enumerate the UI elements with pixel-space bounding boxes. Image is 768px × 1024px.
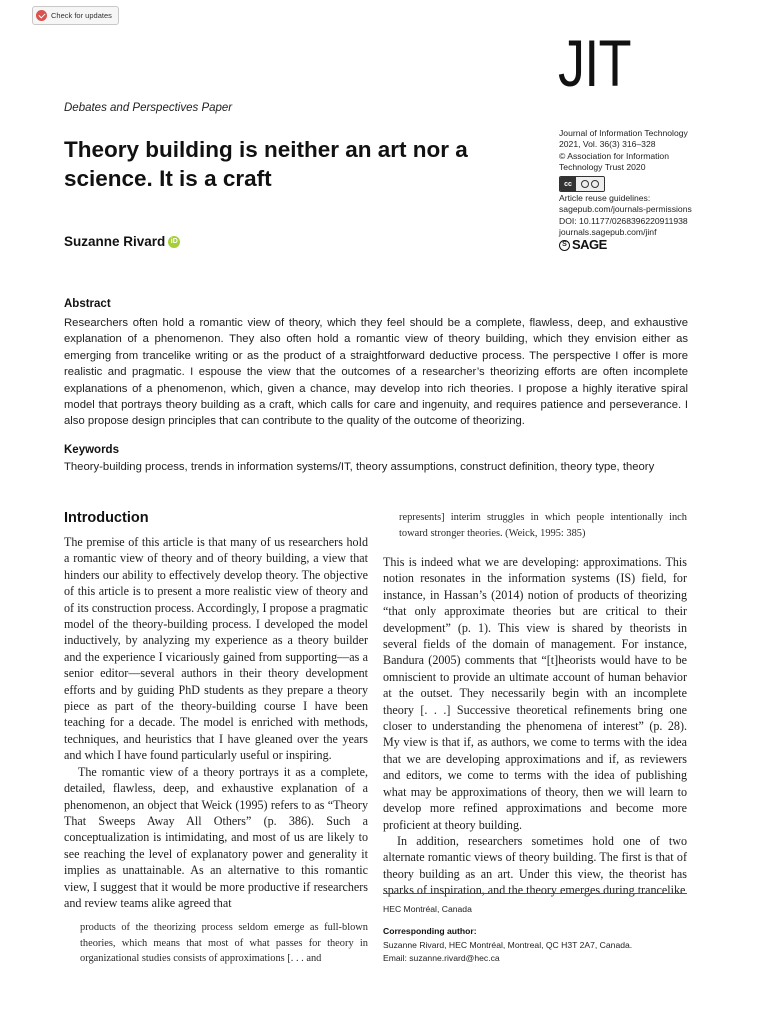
abstract-heading: Abstract: [64, 298, 111, 310]
intro-paragraph-4: In addition, researchers sometimes hold one of two alternate romantic views of theory building. The first is that of theory building as an art. Under this view, the theorist has sparks of inspiration, and the theory emerges during trancelike: [383, 833, 687, 898]
author-line: [64, 234, 180, 249]
copyright-line-2: Technology Trust 2020: [559, 161, 646, 172]
sage-icon: S: [559, 240, 570, 251]
corresponding-author-email[interactable]: Email: suzanne.rivard@hec.ca: [383, 953, 500, 963]
author-name: Suzanne Rivard: [64, 234, 166, 249]
section-heading-introduction: Introduction: [64, 510, 149, 526]
block-quote-part-2: represents] interim struggles in which people intentionally inch toward stronger theories. (Weick, 1995: 385): [399, 512, 687, 539]
publisher-logo: [559, 237, 759, 253]
abstract-text: Researchers often hold a romantic view of theory, which they feel should be a complete, flawless, deep, and exhaustive explanation of a phenomenon. They also often hold a romantic view of theory building, which they envision either as emerging from trancelike writing or as the product of a straightforward deductive process. The perspective I offer is more realistic and pragmatic. I espouse the view that the outcomes of a researcher’s theorizing efforts are often incomplete explanations of a phenomenon, which, given a chance, may develop into rich theories. I propose a highly iterative spiral model that portrays theory building as a craft, which calls for care and ingenuity, and requires patience and perseverance. I also propose design principles that can contribute to the quality of the outcome of theorizing.: [64, 317, 688, 428]
footnote-divider: [383, 893, 687, 894]
check-updates-icon: [36, 10, 47, 21]
reuse-link[interactable]: sagepub.com/journals-permissions: [559, 204, 692, 215]
paper-type: Debates and Perspectives Paper: [64, 102, 233, 114]
journal-home-link[interactable]: journals.sagepub.com/jinf: [559, 227, 657, 238]
corresponding-author-address: Suzanne Rivard, HEC Montréal, Montreal, QC H3T 2A7, Canada.: [383, 940, 633, 950]
journal-meta: [559, 128, 759, 251]
doi-link[interactable]: DOI: 10.1177/0268396220911938: [559, 215, 688, 226]
author-affiliation: HEC Montréal, Canada: [383, 904, 472, 914]
corresponding-author-heading: Corresponding author:: [383, 926, 477, 936]
reuse-label: Article reuse guidelines:: [559, 193, 651, 204]
creative-commons-badge: [559, 176, 605, 192]
left-column: [64, 534, 368, 911]
journal-citation: 2021, Vol. 36(3) 316–328: [559, 139, 656, 150]
intro-paragraph-2: The romantic view of a theory portrays it as a complete, detailed, flawless, deep, and exhaustive explanation of a phenomenon, an object that Weick (1995) refers to as “Theory That Sweeps Away All Others” (p. 386). Such a conceptualization is intimidating, and most of us are likely to see reaching the level of explanatory power and generality it implies as unattainable. As an alternative to this romantic view, I suggest that it would be more productive if researchers and review teams alike agreed that: [64, 764, 368, 910]
journal-logo: JIT: [558, 26, 631, 100]
intro-paragraph-1: The premise of this article is that many of us researchers hold a romantic view of theory and of theory building, a view that hinders our ability to effectively develop theory. The objective of this article is to present a more realistic view of theory and of its construction process. Accordingly, I propose a pragmatic model of the theory-building process. I developed the model inductively, by analyzing my experience as a theory builder and the experience I vicariously gained from supporting—as a senior editor—several authors in their theory development efforts and by guiding PhD students as they prepare a theory piece as part of the theory-building course I have been teaching for a decade. The model is enriched with methods, techniques, and heuristics that I have gleaned over the years and which I have found particularly useful or inspiring.: [64, 535, 368, 763]
journal-name: Journal of Information Technology: [559, 128, 688, 138]
cc-terms-icon: [576, 177, 604, 191]
check-for-updates-button[interactable]: [32, 6, 119, 25]
check-updates-label: Check for updates: [51, 11, 112, 20]
keywords-text: Theory-building process, trends in information systems/IT, theory assumptions, construct definition, theory type, theory: [64, 461, 655, 473]
right-column: [383, 554, 687, 899]
intro-paragraph-3: This is indeed what we are developing: approximations. This notion resonates in the information systems (IS) field, for instance, in Hassan’s (2014) notion of products of theorizing “that only approximate theories but are critical to their development” (p. 1). This view is shared by theorists in several fields of the domain of management. For instance, Bandura (2005) comments that “[t]heorists would have to be omniscient to provide an ultimate account of human behavior at the outset. They necessarily begin with an incomplete theory [. . .] Successive theoretical refinements bring one closer to understanding the phenomena of interest” (p. 28). My view is that if, as authors, we come to terms with the idea that we are developing approximations and if, as reviewers and editors, we come to terms with the idea of publishing what may be approximations of theory, then we will learn to develop more refined approximations and become more proficient at theory building.: [383, 555, 687, 832]
orcid-icon[interactable]: iD: [168, 236, 180, 248]
cc-icon: cc: [560, 177, 576, 191]
paper-title: Theory building is neither an art nor a science. It is a craft: [64, 137, 468, 192]
keywords-heading: Keywords: [64, 444, 119, 456]
copyright-line-1: © Association for Information: [559, 150, 669, 161]
block-quote-part-1: products of the theorizing process seldom emerge as full-blown theories, which means that most of what passes for theory in organizational studies consists of approximations [. . . and: [80, 922, 368, 964]
publisher-name: SAGE: [572, 237, 607, 253]
